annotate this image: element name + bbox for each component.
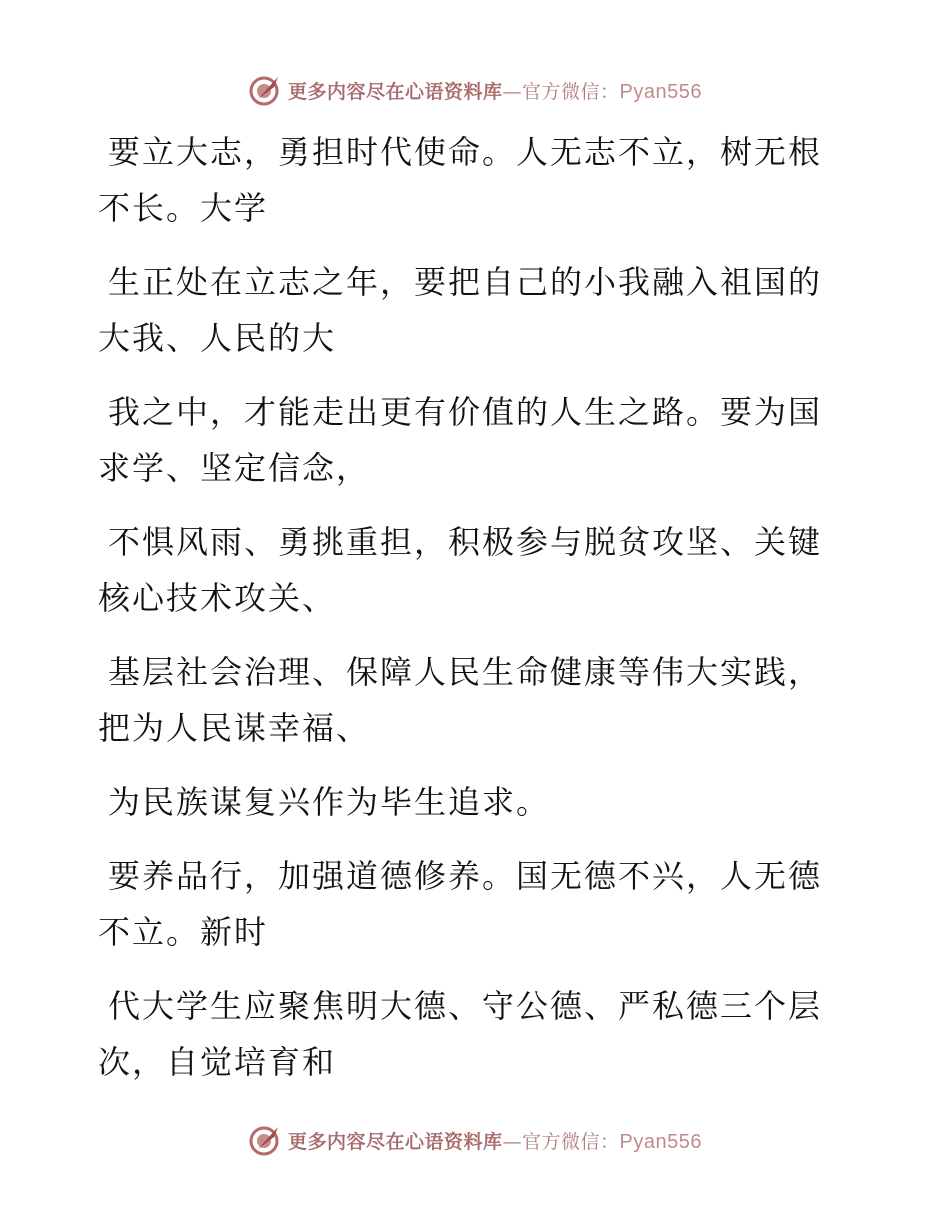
paragraph-line: 生正处在立志之年，要把自己的小我融入祖国的 [108,263,823,301]
paragraph-line: 我之中，才能走出更有价值的人生之路。要为国 [108,393,823,431]
paragraph-line: 求学、坚定信念， [98,449,371,487]
watermark-group [248,1123,702,1157]
paragraph [98,124,838,236]
paragraph-line: 次，自觉培育和 [98,1043,337,1081]
paragraph [98,774,838,830]
document-body [98,124,838,1108]
paragraph [98,644,838,756]
quill-pen-logo-icon [248,1123,282,1157]
paragraph-line: 把为人民谋幸福、 [98,709,371,747]
paragraph-line: 基层社会治理、保障人民生命健康等伟大实践， [108,653,823,691]
watermark-main: 更多内容尽在心语资料库 [288,80,503,103]
paragraph [98,514,838,626]
quill-pen-logo-icon [248,73,282,107]
paragraph [98,848,838,960]
watermark-id: Pyan556 [619,1130,702,1153]
paragraph-line: 不长。大学 [98,189,269,227]
paragraph-line: 核心技术攻关、 [98,579,337,617]
paragraph-line: 为民族谋复兴作为毕生追求。 [108,783,551,821]
watermark-sep: —官方微信： [502,80,620,103]
paragraph-line: 要养品行，加强道德修养。国无德不兴，人无德 [108,857,823,895]
watermark-main: 更多内容尽在心语资料库 [288,1130,503,1153]
footer-watermark [0,1120,950,1160]
watermark-text [288,1127,702,1154]
watermark-sep: —官方微信： [502,1130,620,1153]
paragraph [98,978,838,1090]
paragraph-line: 不立。新时 [98,913,269,951]
paragraph [98,254,838,366]
paragraph-line: 要立大志，勇担时代使命。人无志不立，树无根 [108,133,823,171]
paragraph-line: 不惧风雨、勇挑重担，积极参与脱贫攻坚、关键 [108,523,823,561]
paragraph-line: 大我、人民的大 [98,319,337,357]
watermark-group [248,73,702,107]
paragraph [98,384,838,496]
watermark-id: Pyan556 [619,80,702,103]
watermark-text [288,77,702,104]
header-watermark [0,70,950,110]
paragraph-line: 代大学生应聚焦明大德、守公德、严私德三个层 [108,987,823,1025]
